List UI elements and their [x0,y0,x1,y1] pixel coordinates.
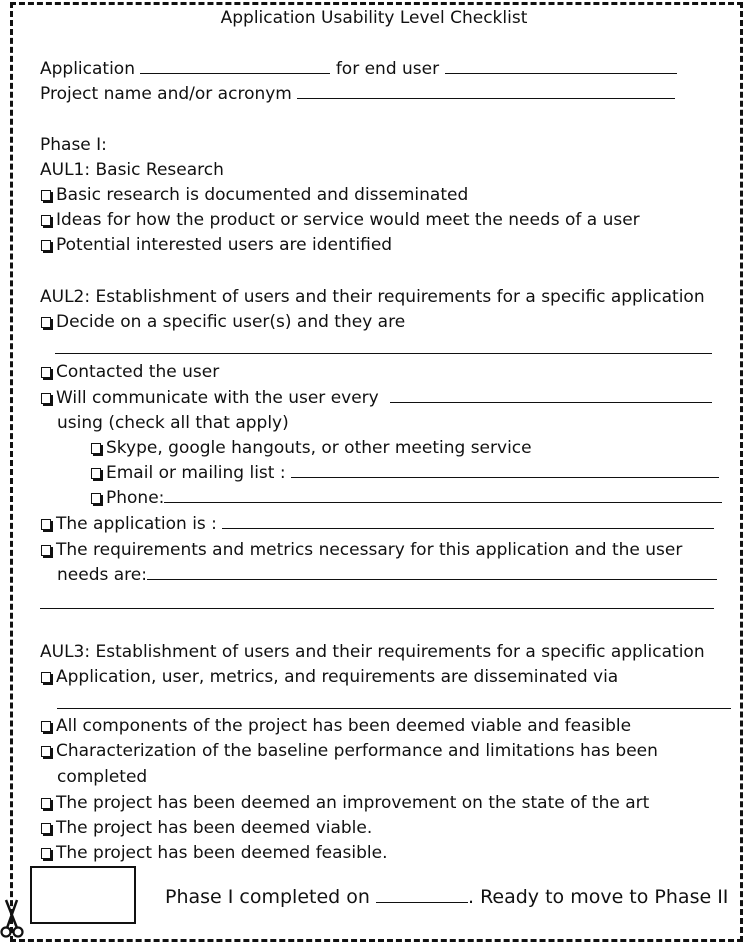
item-label: Potential interested users are identified [56,235,393,255]
checklist-item [40,539,682,561]
item-label: Application, user, metrics, and requirements are disseminated via [56,667,619,687]
user-blank[interactable] [55,353,712,354]
scissors-icon [0,898,26,940]
item-label: Email or mailing list : [106,463,286,483]
ready-label: . Ready to move to Phase II [467,886,729,908]
checkbox-icon[interactable] [91,493,101,504]
item-label: Contacted the user [56,362,220,382]
aul1-heading: AUL1: Basic Research [40,160,224,180]
phase-completion-line [165,885,728,908]
requirements-blank[interactable] [147,564,717,580]
checkbox-icon[interactable] [41,190,51,201]
project-line [40,83,675,105]
checklist-item [40,842,388,864]
end-user-blank[interactable] [445,58,677,74]
checkbox-icon[interactable] [41,367,51,378]
checklist-item [40,184,468,206]
application-is-blank[interactable] [222,513,714,529]
item-label: Skype, google hangouts, or other meeting service [106,438,532,458]
checkbox-icon[interactable] [41,519,51,530]
checkbox-icon[interactable] [41,240,51,251]
characterization-line2: completed [57,767,148,787]
completed-on-label: Phase I completed on [165,886,370,908]
checklist-item [40,817,372,839]
checklist-item [40,666,618,688]
for-end-user-label: for end user [335,59,440,79]
checkbox-icon[interactable] [41,823,51,834]
initials-box[interactable] [30,866,136,924]
requirements-line2 [57,564,717,586]
checklist-item [40,387,712,409]
phase-label: Phase I: [40,135,107,155]
item-label: Phone: [106,488,165,508]
checklist-item [40,792,649,814]
item-label: Will communicate with the user every [56,388,379,408]
completion-date-blank[interactable] [376,885,468,903]
using-label: using (check all that apply) [57,413,289,433]
checkbox-icon[interactable] [41,848,51,859]
checkbox-icon[interactable] [41,721,51,732]
item-label: The project has been deemed an improvement on the state of the art [56,793,650,813]
page-title: Application Usability Level Checklist [220,8,528,28]
checklist-item [40,715,631,737]
aul3-heading: AUL3: Establishment of users and their requirements for a specific application [40,642,705,662]
requirements-blank-2[interactable] [40,608,714,609]
item-label: needs are: [57,565,147,585]
checkbox-icon[interactable] [41,746,51,757]
email-blank[interactable] [291,462,719,478]
project-label: Project name and/or acronym [40,84,292,104]
item-label: The requirements and metrics necessary for this application and the user [56,540,683,560]
checkbox-icon[interactable] [91,443,101,454]
item-label: Decide on a specific user(s) and they are [56,312,406,332]
phone-blank[interactable] [164,487,722,503]
checkbox-icon[interactable] [41,672,51,683]
checklist-item [90,462,719,484]
item-label: The project has been deemed viable. [56,818,373,838]
item-label: Basic research is documented and disseminated [56,185,469,205]
aul2-heading: AUL2: Establishment of users and their requirements for a specific application [40,287,705,307]
item-label: Characterization of the baseline performance and limitations has been [56,741,658,761]
frequency-blank[interactable] [390,387,712,403]
checkbox-icon[interactable] [41,317,51,328]
checklist-item [40,311,405,333]
item-label: Ideas for how the product or service would meet the needs of a user [56,210,640,230]
checklist-item [40,234,392,256]
checkbox-icon[interactable] [41,798,51,809]
checklist-item [90,437,532,459]
checkbox-icon[interactable] [91,468,101,479]
disseminated-blank[interactable] [57,708,731,709]
checkbox-icon[interactable] [41,215,51,226]
checklist-item [40,513,714,535]
checklist-item [90,487,722,509]
application-label: Application [40,59,135,79]
checklist-item [40,361,219,383]
checklist-item [40,209,640,231]
application-line [40,58,677,80]
checkbox-icon[interactable] [41,393,51,404]
item-label: The application is : [56,514,217,534]
item-label: All components of the project has been deemed viable and feasible [56,716,632,736]
project-blank[interactable] [297,83,675,99]
item-label: The project has been deemed feasible. [56,843,388,863]
checklist-item [40,740,658,762]
application-blank[interactable] [140,58,330,74]
checkbox-icon[interactable] [41,545,51,556]
